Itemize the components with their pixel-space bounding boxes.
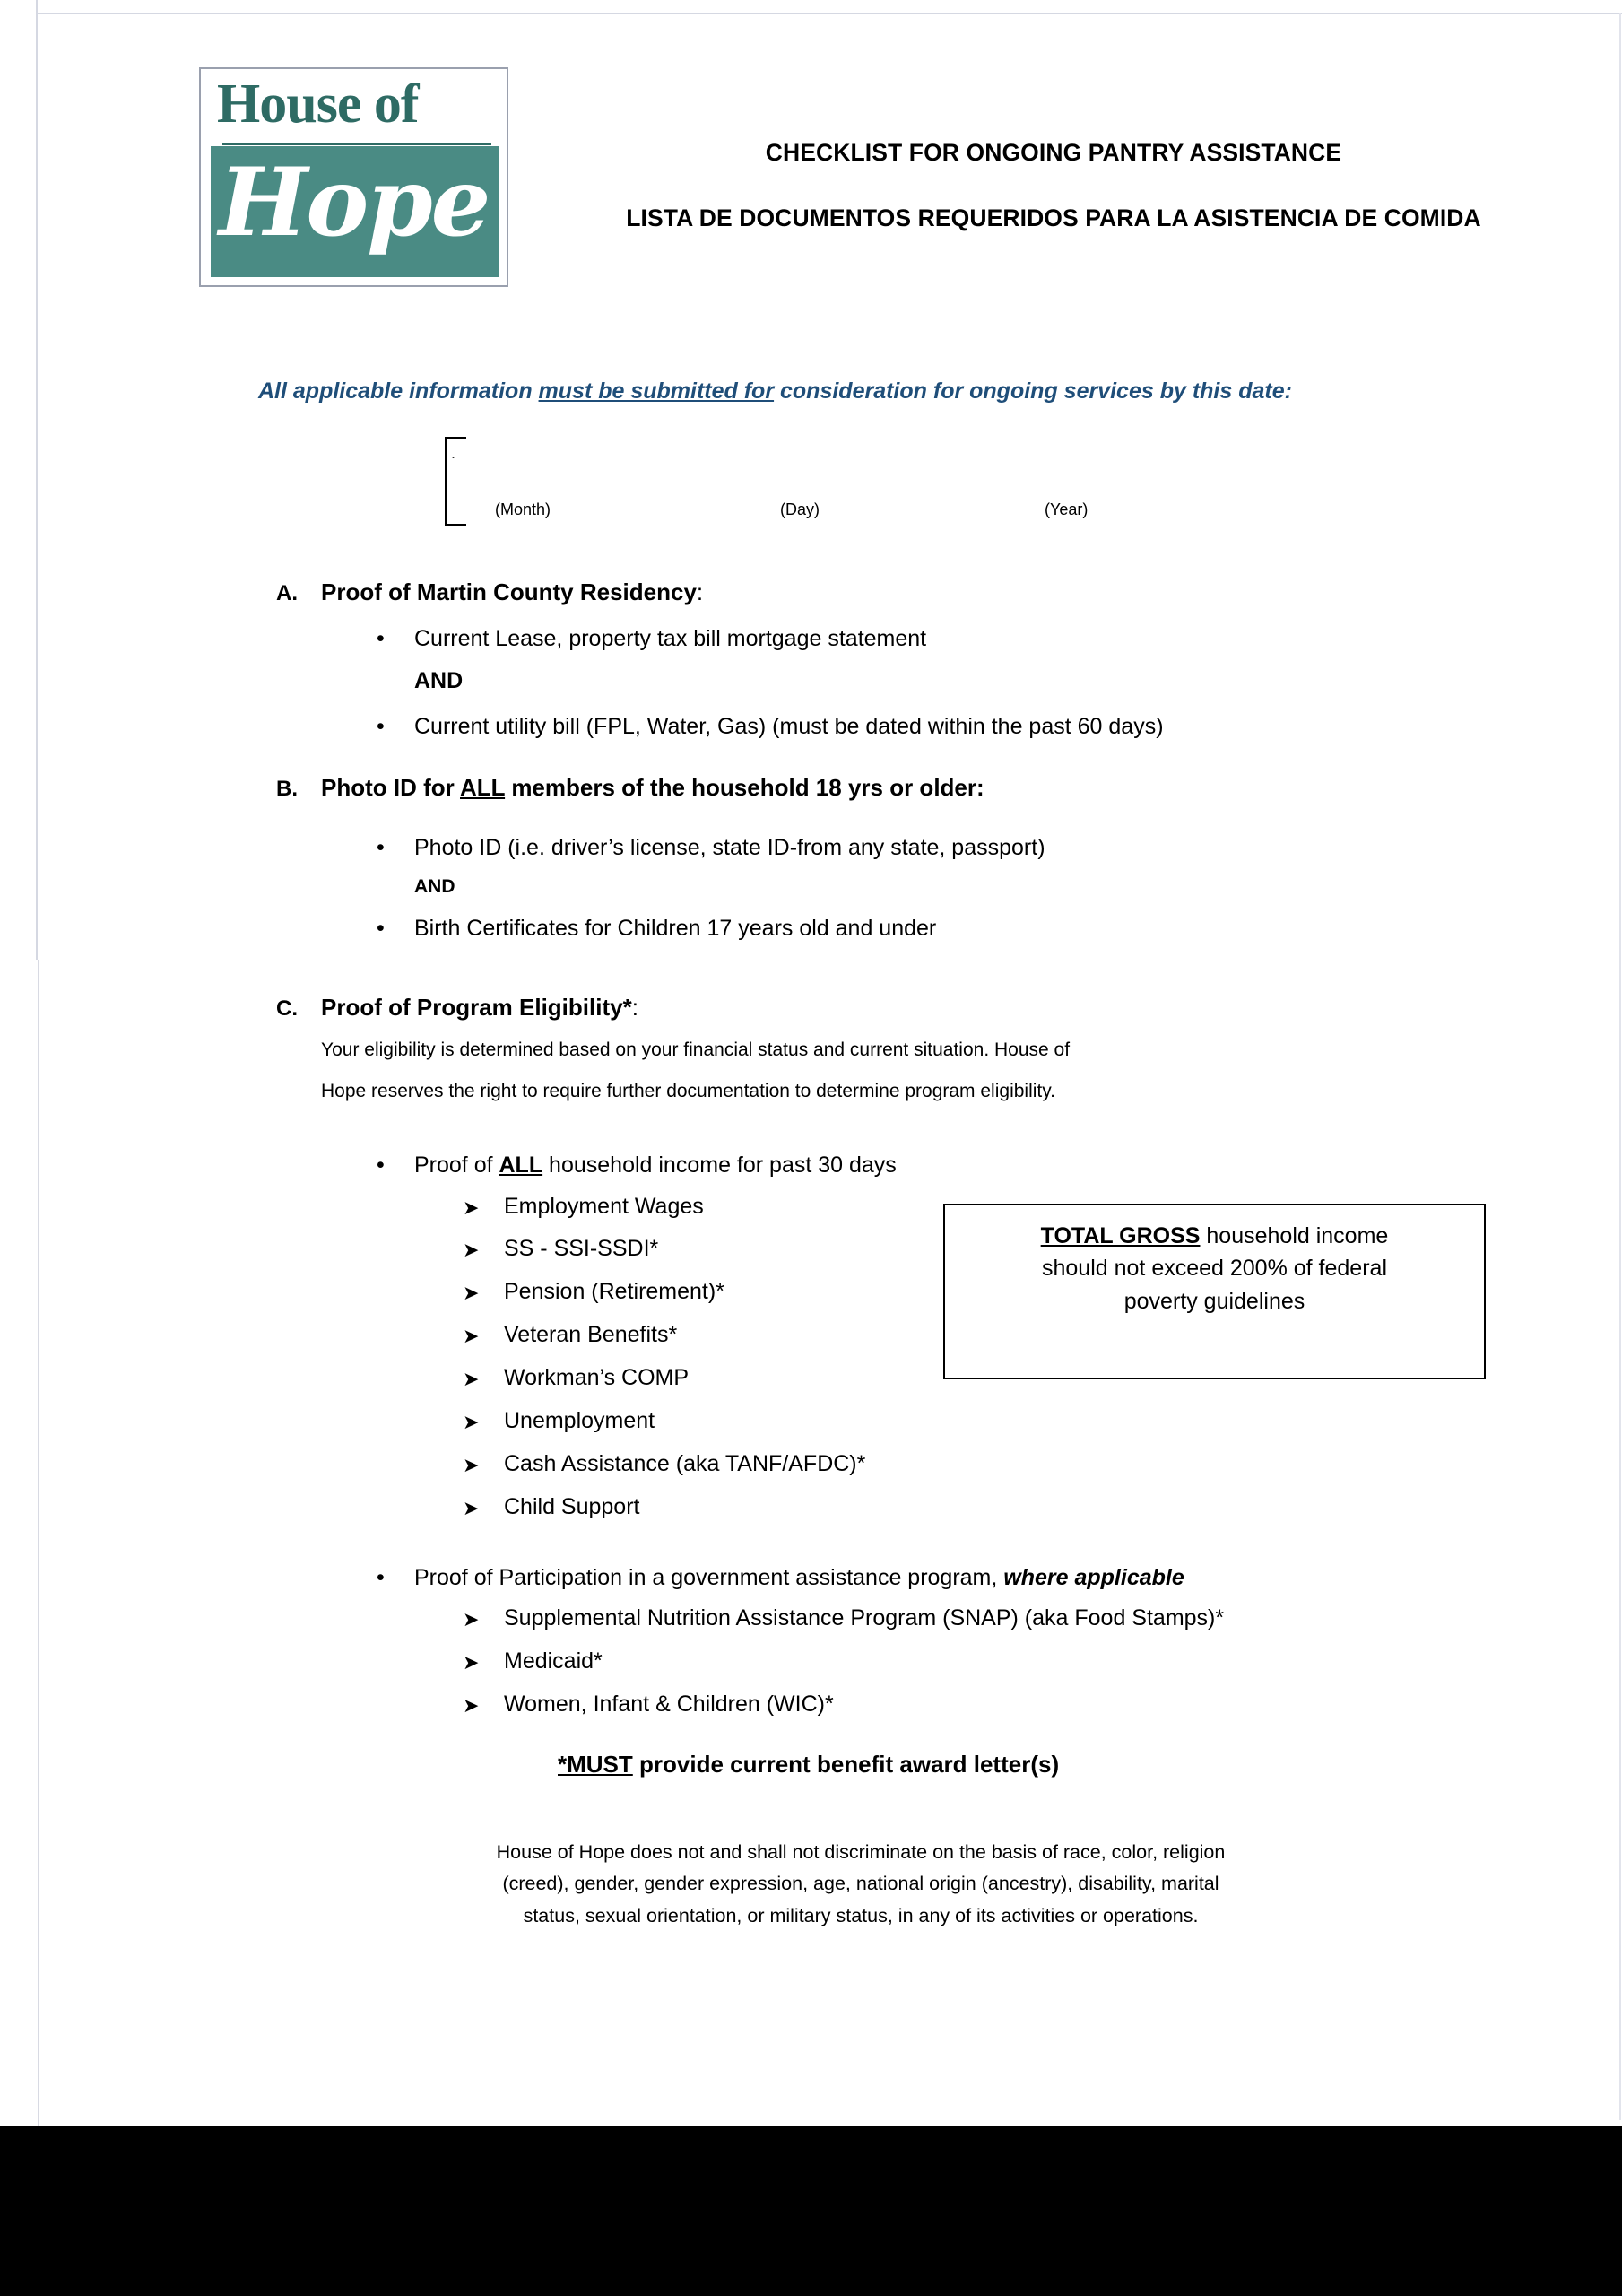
page-border-right bbox=[1619, 13, 1621, 2120]
arrow-icon: ➤ bbox=[463, 1411, 480, 1433]
income-item-8: Child Support bbox=[504, 1494, 640, 1519]
must-provide-letters bbox=[558, 1751, 1059, 1779]
income-item-3: Pension (Retirement)* bbox=[504, 1279, 724, 1304]
page-edge-notch bbox=[0, 960, 39, 2126]
disclaimer-line-3: status, sexual orientation, or military status, in any of its activities or operations. bbox=[523, 1904, 1199, 1926]
section-c-heading-text: Proof of Program Eligibility* bbox=[321, 994, 632, 1021]
instruction-suffix: consideration for ongoing services by this date: bbox=[774, 378, 1292, 404]
arrow-icon: ➤ bbox=[463, 1454, 480, 1476]
bullet-icon: • bbox=[377, 1152, 385, 1178]
bullet-icon: • bbox=[377, 916, 385, 941]
section-b-and: AND bbox=[414, 876, 455, 897]
house-of-hope-logo bbox=[199, 67, 508, 287]
arrow-icon: ➤ bbox=[463, 1651, 480, 1674]
section-a-heading bbox=[321, 578, 703, 606]
page-border-top bbox=[36, 13, 1622, 14]
program-item-3: Women, Infant & Children (WIC)* bbox=[504, 1692, 834, 1717]
income-item-2: SS - SSI-SSDI* bbox=[504, 1236, 659, 1261]
must-rest: provide current benefit award letter(s) bbox=[632, 1751, 1060, 1778]
arrow-icon: ➤ bbox=[463, 1368, 480, 1390]
note-box-line-1-rest: household income bbox=[1200, 1223, 1389, 1248]
section-b-item-1: Photo ID (i.e. driver’s license, state ID-from any state, passport) bbox=[414, 835, 1045, 860]
section-c-income-heading bbox=[414, 1152, 897, 1178]
program-heading-italic: where applicable bbox=[1003, 1565, 1184, 1590]
section-b-heading-all: ALL bbox=[460, 774, 506, 801]
nondiscrimination-disclaimer bbox=[314, 1837, 1408, 1932]
section-a-item-2: Current utility bill (FPL, Water, Gas) (must be dated within the past 60 days) bbox=[414, 714, 1164, 739]
section-b-heading-pre: Photo ID for bbox=[321, 774, 461, 801]
section-a-heading-colon: : bbox=[696, 578, 704, 605]
must-underlined: *MUST bbox=[558, 1751, 633, 1778]
arrow-icon: ➤ bbox=[463, 1282, 480, 1304]
arrow-icon: ➤ bbox=[463, 1694, 480, 1717]
section-c-letter: C. bbox=[276, 996, 298, 1021]
disclaimer-line-1: House of Hope does not and shall not discriminate on the basis of race, color, religion bbox=[496, 1841, 1226, 1863]
instruction-prefix: All applicable information bbox=[258, 378, 539, 404]
section-c-heading bbox=[321, 994, 638, 1022]
bullet-icon: • bbox=[377, 626, 385, 651]
arrow-icon: ➤ bbox=[463, 1608, 480, 1631]
note-box-line-2: should not exceed 200% of federal bbox=[1042, 1256, 1387, 1282]
date-day-label: (Day) bbox=[780, 500, 820, 518]
section-a-letter: A. bbox=[276, 581, 298, 605]
income-heading-pre: Proof of bbox=[414, 1152, 499, 1178]
total-gross-note-box bbox=[943, 1204, 1486, 1379]
logo-divider-rule bbox=[222, 143, 491, 145]
section-a-heading-text: Proof of Martin County Residency bbox=[321, 578, 697, 605]
program-item-2: Medicaid* bbox=[504, 1648, 603, 1674]
section-c-note-line-2: Hope reserves the right to require further documentation to determine program eligibility. bbox=[321, 1081, 1056, 1101]
section-b-item-2: Birth Certificates for Children 17 years old and under bbox=[414, 916, 937, 941]
section-a-and: AND bbox=[414, 668, 464, 693]
page-title-english: CHECKLIST FOR ONGOING PANTRY ASSISTANCE bbox=[765, 139, 1342, 166]
bullet-icon: • bbox=[377, 835, 385, 860]
program-heading-pre: Proof of Participation in a government assistance program, bbox=[414, 1565, 1004, 1590]
logo-text-house: House of bbox=[217, 74, 419, 135]
page-title-spanish: LISTA DE DOCUMENTOS REQUERIDOS PARA LA ASISTENCIA DE COMIDA bbox=[626, 204, 1481, 231]
arrow-icon: ➤ bbox=[463, 1497, 480, 1519]
section-c-heading-colon: : bbox=[631, 994, 638, 1021]
section-a-item-1: Current Lease, property tax bill mortgage statement bbox=[414, 626, 927, 651]
income-item-7: Cash Assistance (aka TANF/AFDC)* bbox=[504, 1451, 866, 1476]
date-dot: . bbox=[451, 444, 456, 462]
section-b-heading-post: members of the household 18 yrs or older: bbox=[505, 774, 984, 801]
bullet-icon: • bbox=[377, 714, 385, 739]
section-b-letter: B. bbox=[276, 777, 298, 801]
note-box-line-3: poverty guidelines bbox=[1123, 1288, 1305, 1314]
income-item-1: Employment Wages bbox=[504, 1194, 704, 1219]
section-b-heading bbox=[321, 774, 984, 802]
logo-text-hope: Hope bbox=[219, 146, 490, 257]
note-box-emphasis: TOTAL GROSS bbox=[1040, 1223, 1201, 1248]
program-item-1: Supplemental Nutrition Assistance Program (SNAP) (aka Food Stamps)* bbox=[504, 1605, 1225, 1631]
section-c-program-heading bbox=[414, 1565, 1184, 1591]
arrow-icon: ➤ bbox=[463, 1325, 480, 1347]
section-c-note-line-1: Your eligibility is determined based on your financial status and current situation. House of bbox=[321, 1039, 1071, 1060]
income-item-6: Unemployment bbox=[504, 1408, 655, 1433]
date-year-label: (Year) bbox=[1045, 500, 1089, 518]
disclaimer-line-2: (creed), gender, gender expression, age, national origin (ancestry), disability, marital bbox=[502, 1873, 1219, 1895]
instruction-underlined: must be submitted for bbox=[538, 378, 775, 404]
date-month-label: (Month) bbox=[495, 500, 551, 518]
income-heading-all: ALL bbox=[499, 1152, 543, 1178]
submission-instruction bbox=[258, 378, 1292, 404]
note-box-line-1 bbox=[945, 1220, 1484, 1252]
arrow-icon: ➤ bbox=[463, 1239, 480, 1261]
income-heading-post: household income for past 30 days bbox=[542, 1152, 897, 1178]
bullet-icon: • bbox=[377, 1565, 385, 1590]
arrow-icon: ➤ bbox=[463, 1196, 480, 1219]
scan-bottom-black-band bbox=[0, 2126, 1622, 2296]
income-item-4: Veteran Benefits* bbox=[504, 1322, 678, 1347]
income-item-5: Workman’s COMP bbox=[504, 1365, 690, 1390]
